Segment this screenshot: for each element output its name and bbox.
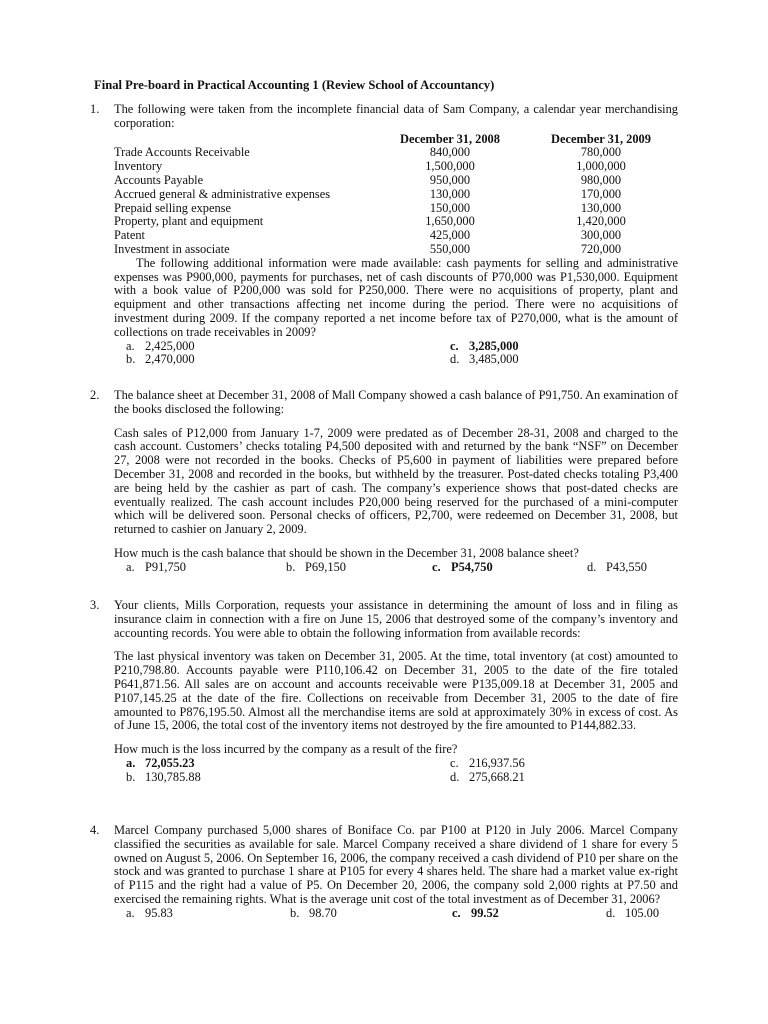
- value-2008: 840,000: [429, 145, 471, 160]
- choice-a[interactable]: a. P91,750: [126, 559, 186, 574]
- value-2008: 550,000: [429, 241, 471, 256]
- choice-d[interactable]: d. 3,485,000: [450, 352, 519, 367]
- table-row: [114, 160, 678, 174]
- value-2009: 170,000: [580, 186, 622, 201]
- question-number: 3.: [90, 598, 100, 612]
- row-label: Patent: [114, 228, 145, 243]
- choice-row: [114, 561, 678, 575]
- row-label: Property, plant and equipment: [114, 214, 264, 229]
- question-body: The last physical inventory was taken on December 31, 2005. At the time, total inventory (at cost) amounted to P210,798.80. Accounts payable were P110,106.42 on December 31, 2005 to the date of the fire totaled P641,871.56. All sales are on account and accounts receivable were P135,009.18 at December 31, 2005 and P107,145.25 at the date of the fire. Collections on receivable from December 31, 2005 to the date of fire amounted to P876,195.50. Almost all the merchandise items are sold at approximately 30% in excess of cost. As of June 15, 2006, the total cost of the inventory items not destroyed by the fire amounted to P144,882.33.: [114, 649, 678, 733]
- choice-a[interactable]: a. 95.83: [126, 905, 173, 920]
- table-row: [114, 215, 678, 229]
- choice-c-correct[interactable]: c. 99.52: [452, 905, 499, 920]
- row-label: Accrued general & administrative expenses: [114, 186, 331, 201]
- question-number: 4.: [90, 823, 100, 837]
- row-label: Prepaid selling expense: [114, 200, 231, 215]
- value-2009: 720,000: [580, 241, 622, 256]
- value-2009: 130,000: [580, 200, 622, 215]
- choice-d[interactable]: d. P43,550: [587, 559, 647, 574]
- row-label: Trade Accounts Receivable: [114, 145, 250, 160]
- table-header-2008: December 31, 2008: [400, 131, 500, 146]
- choice-row: [114, 340, 678, 354]
- value-2008: 130,000: [429, 186, 471, 201]
- question-number: 1.: [90, 102, 100, 116]
- choice-c[interactable]: c. 216,937.56: [450, 755, 525, 770]
- question-number: 2.: [90, 388, 100, 402]
- table-row: [114, 202, 678, 216]
- financial-data-table: [114, 133, 678, 257]
- choice-b[interactable]: b. 2,470,000: [126, 352, 195, 367]
- question-2: [90, 389, 678, 575]
- question-prompt: How much is the loss incurred by the company as a result of the fire?: [114, 742, 458, 757]
- question-3: [90, 599, 678, 785]
- table-header-label: [114, 133, 376, 147]
- value-2008: 425,000: [429, 228, 471, 243]
- question-intro: The following were taken from the incomplete financial data of Sam Company, a calendar year merchandising corporation:: [114, 102, 678, 130]
- table-row: [114, 146, 678, 160]
- choice-c-correct[interactable]: c. P54,750: [432, 559, 493, 574]
- value-2008: 1,500,000: [425, 159, 475, 174]
- choice-b[interactable]: b. 130,785.88: [126, 769, 201, 784]
- choice-b[interactable]: b. 98.70: [290, 905, 337, 920]
- question-intro: The balance sheet at December 31, 2008 of Mall Company showed a cash balance of P91,750. An examination of the books disclosed the following:: [114, 388, 678, 416]
- table-row: [114, 174, 678, 188]
- question-prompt: How much is the cash balance that should be shown in the December 31, 2008 balance sheet?: [114, 545, 579, 560]
- value-2009: 1,000,000: [576, 159, 626, 174]
- table-row: [114, 188, 678, 202]
- question-1: [90, 103, 678, 367]
- value-2008: 950,000: [429, 172, 471, 187]
- question-body: The following additional information were made available: cash payments for selling and administrative expenses was P900,000, payments for purchases, net of cash discounts of P70,000 was P1,530,000. Equipment with a book value of P200,000 was sold for P250,000. There were no acquisitions of property, plant and equipment and other transactions affecting net income during the period. There were no acquisitions of investment during 2009. If the company reported a net income before tax of P270,000, what is the amount of collections on trade receivables in 2009?: [114, 255, 678, 339]
- table-header-row: [114, 133, 678, 147]
- choice-row: [114, 907, 678, 921]
- choice-a-correct[interactable]: a. 72,055.23: [126, 755, 195, 770]
- table-row: [114, 243, 678, 257]
- value-2009: 980,000: [580, 172, 622, 187]
- value-2009: 1,420,000: [576, 214, 626, 229]
- choice-c-correct[interactable]: c. 3,285,000: [450, 338, 519, 353]
- exam-title: Final Pre-board in Practical Accounting 1 (Review School of Accountancy): [94, 78, 495, 92]
- row-label: Accounts Payable: [114, 172, 204, 187]
- choice-row: [114, 771, 678, 785]
- row-label: Investment in associate: [114, 241, 230, 256]
- choice-row: [114, 353, 678, 367]
- choice-b[interactable]: b. P69,150: [286, 559, 346, 574]
- value-2008: 150,000: [429, 200, 471, 215]
- question-4: [90, 824, 678, 921]
- question-body: Cash sales of P12,000 from January 1-7, 2009 were predated as of December 28-31, 2008 and charged to the cash account. Customers’ checks totaling P4,500 deposited with and returned by the bank “NSF” on December 27, 2008 were not recorded in the books. Checks of P5,600 in payment of liabilities were prepared before December 31, 2008 and recorded in the books, but withheld by the treasurer. Post-dated checks totaling P3,400 are being held by the cashier as part of cash. The company’s experience shows that post-dated checks are eventually realized. The cash account includes P20,000 being reserved for the purchased of a mini-computer which will be delivered soon. Personal checks of officers, P2,700, were redeemed on December 31, 2008, but returned to cashier on January 2, 2009.: [114, 425, 678, 537]
- row-label: Inventory: [114, 159, 163, 174]
- choice-row: [114, 757, 678, 771]
- question-intro: Marcel Company purchased 5,000 shares of Boniface Co. par P100 at P120 in July 2006. Marcel Company classified the securities as available for sale. Marcel Company received a share dividend of 1 share for every 5 owned on August 5, 2006. On September 16, 2006, the company received a cash dividend of P10 per share on the stock and was granted to purchase 1 share at P105 for every 4 shares held. The share had a market value ex-right of P115 and the right had a value of P5. On December 20, 2006, the company sold 2,000 rights at P7.50 and exercised the remaining rights. What is the average unit cost of the total investment as of December 31, 2006?: [114, 823, 678, 906]
- choice-a[interactable]: a. 2,425,000: [126, 338, 195, 353]
- choice-d[interactable]: d. 275,668.21: [450, 769, 525, 784]
- question-intro: Your clients, Mills Corporation, requests your assistance in determining the amount of loss and in filing as insurance claim in connection with a fire on June 15, 2006 that destroyed some of the company’s inventory and accounting records. You were able to obtain the following information from available records:: [114, 598, 678, 640]
- table-header-2009: December 31, 2009: [551, 131, 651, 146]
- value-2008: 1,650,000: [425, 214, 475, 229]
- choice-d[interactable]: d. 105.00: [606, 905, 660, 920]
- value-2009: 780,000: [580, 145, 622, 160]
- value-2009: 300,000: [580, 228, 622, 243]
- table-row: [114, 229, 678, 243]
